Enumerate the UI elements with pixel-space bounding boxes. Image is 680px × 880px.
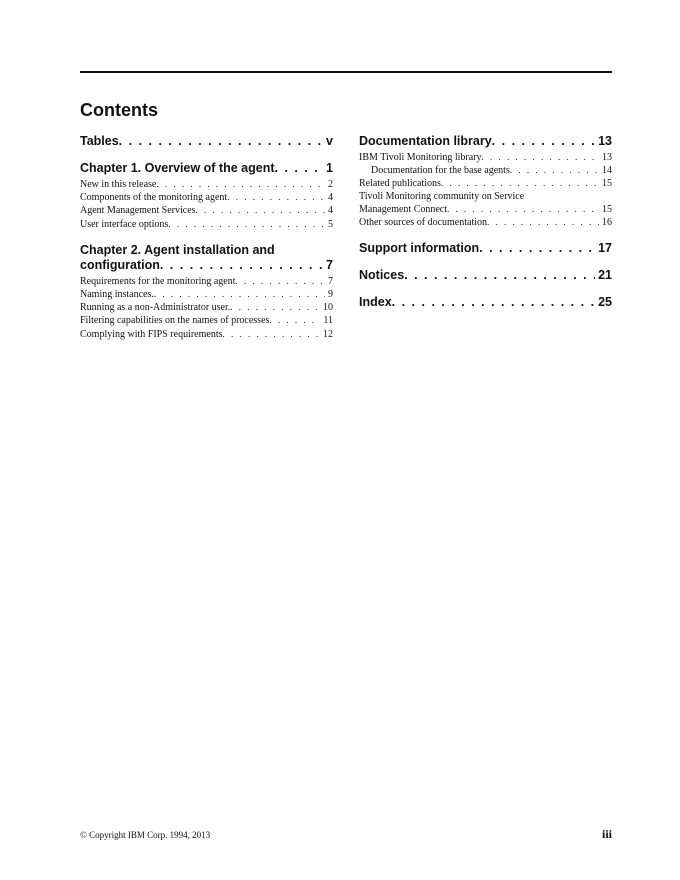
dot-leader [196,204,325,216]
toc-entry-page: v [326,134,333,148]
toc-subentry[interactable] [80,204,333,217]
toc-subentry[interactable] [80,328,333,341]
toc-entry-page: 9 [328,289,333,301]
toc-group-tables [80,134,333,149]
dot-leader [223,328,321,340]
toc-entry-page: 15 [602,203,612,215]
toc-entry-label-line1: Chapter 2. Agent installation and [80,242,275,257]
copyright-notice: © Copyright IBM Corp. 1994, 2013 [80,830,211,840]
toc-entry-index[interactable] [359,295,612,310]
toc-subentry[interactable] [80,288,333,301]
toc-subentry[interactable] [80,178,333,191]
dot-leader [236,275,325,287]
toc-entry-page: 4 [328,192,333,204]
top-rule [80,71,612,73]
toc-entry-page: 7 [328,275,333,287]
dot-leader [160,258,323,273]
toc-entry-page: 4 [328,205,333,217]
dot-leader [168,218,325,230]
toc-entry-label: Related publications [359,178,441,190]
dot-leader [227,191,325,203]
toc-entry-tables[interactable] [80,134,333,149]
toc-entry-page: 2 [328,179,333,190]
dot-leader [392,295,595,310]
toc-entry-label: Other sources of documentation [359,217,488,229]
toc-subentry[interactable] [80,218,333,231]
toc-entry-label: Agent Management Services [80,205,196,217]
toc-entry-notices[interactable] [359,268,612,283]
toc-entry-documentation-library[interactable] [359,134,612,149]
toc-right-column [359,134,612,322]
toc-subentry[interactable] [80,275,333,288]
toc-entry-label: Naming instances. [80,289,154,301]
toc-entry-page: 21 [598,268,612,283]
toc-entry-page: 15 [602,178,612,190]
dot-leader [487,216,599,228]
toc-subentry[interactable] [359,216,612,229]
toc-entry-page: 16 [602,217,612,229]
toc-subentry[interactable] [359,151,612,164]
toc-entry-label: Support information [359,241,480,256]
toc-entry-label: Requirements for the monitoring agent [80,275,236,287]
toc-entry-label: IBM Tivoli Monitoring library [359,152,482,163]
toc-entry-page: 7 [326,257,333,272]
toc-group-chapter-1 [80,161,333,231]
dot-leader [482,151,599,163]
toc-entry-page: 25 [598,295,612,310]
toc-group-documentation-library [359,134,612,229]
toc-entry-label: Index [359,295,392,310]
toc-entry-page: 13 [598,134,612,148]
dot-leader [275,161,324,176]
toc-entry-page: 10 [323,302,333,314]
dot-leader [154,288,325,300]
toc-group-chapter-2 [80,243,333,341]
toc-entry-page: 12 [323,328,333,340]
toc-entry-label: Notices [359,268,405,283]
toc-subentry[interactable] [80,191,333,204]
page-number: iii [601,827,612,841]
dot-leader [119,134,323,149]
toc-entry-label: Tables [80,134,119,148]
toc-left-column [80,134,333,353]
dot-leader [441,177,599,189]
toc-subentry[interactable] [80,301,333,314]
dot-leader [404,268,595,283]
toc-entry-page: 17 [598,241,612,256]
toc-entry-label: Management Connect [359,203,448,215]
dot-leader [447,203,599,215]
toc-entry-label: Complying with FIPS requirements [80,328,223,340]
toc-group-support [359,241,612,256]
toc-entry-page: 14 [602,165,612,177]
dot-leader [479,241,595,256]
dot-leader [510,164,599,176]
dot-leader [156,178,325,190]
dot-leader [230,301,320,313]
toc-entry-label-line2 [80,258,333,273]
toc-entry-page: 11 [323,315,333,327]
toc-entry-label: Documentation library [359,134,492,148]
toc-entry-page: 13 [602,152,612,163]
toc-entry-label: Documentation for the base agents [371,165,510,177]
toc-subentry[interactable] [359,177,612,190]
toc-entry-chapter-2[interactable] [80,243,333,273]
toc-entry-label-line2 [359,203,612,216]
toc-entry-label: Running as a non-Administrator user. [80,302,231,314]
toc-entry-label: User interface options [80,218,169,230]
toc-entry-label-line1: Tivoli Monitoring community on Service [359,190,525,202]
dot-leader [492,134,595,149]
dot-leader [269,314,320,326]
toc-entry-label: New in this release [80,179,157,190]
toc-entry-label: Filtering capabilities on the names of processes [80,315,270,327]
page-title: Contents [80,100,158,120]
toc-subentry-wrapped[interactable] [359,191,612,216]
toc-group-index [359,295,612,310]
toc-entry-label: Chapter 1. Overview of the agent [80,161,275,175]
toc-entry-label: configuration [80,257,160,272]
toc-subentry[interactable] [80,314,333,327]
toc-entry-label: Components of the monitoring agent [80,192,228,204]
toc-subentry-indented[interactable] [359,164,612,177]
toc-entry-page: 1 [326,161,333,175]
toc-group-notices [359,268,612,283]
toc-entry-support-information[interactable] [359,241,612,256]
toc-entry-page: 5 [328,218,333,230]
toc-entry-chapter-1[interactable] [80,161,333,176]
